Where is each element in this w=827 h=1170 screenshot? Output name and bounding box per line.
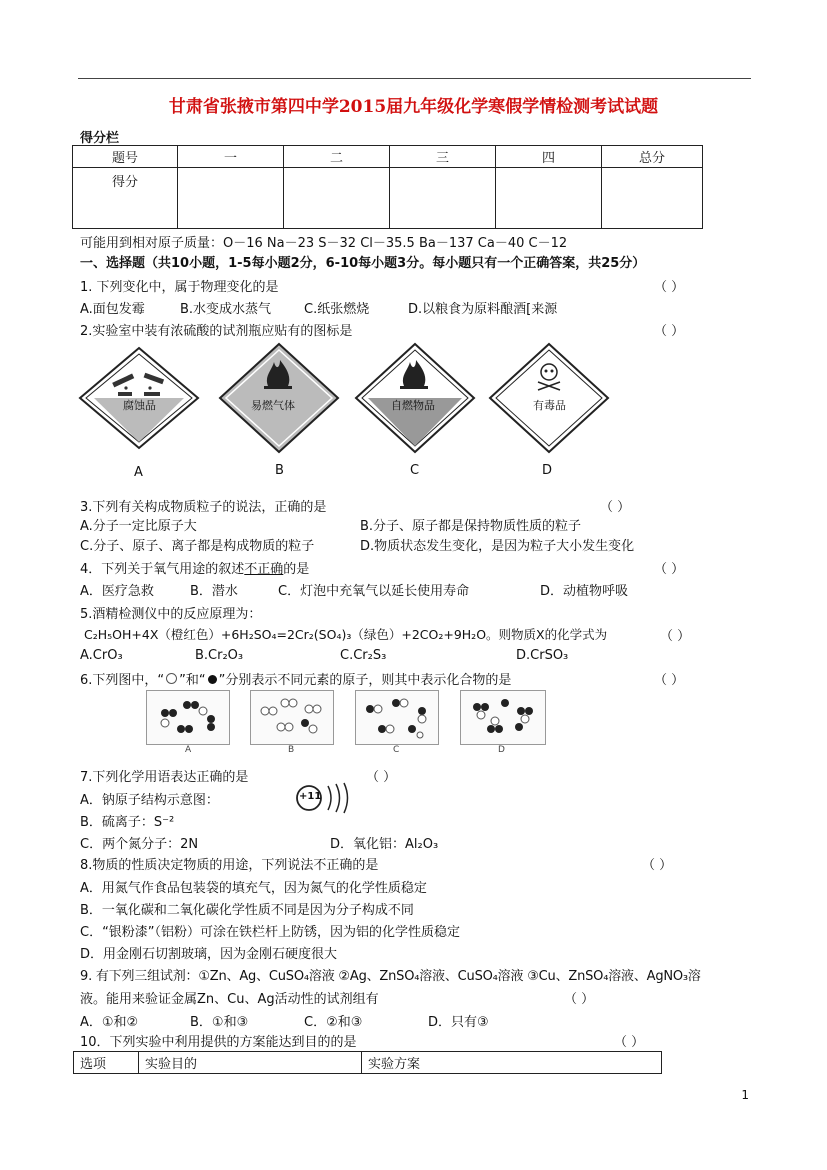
question-7-stem: 7.下列化学用语表达正确的是 [80,770,249,785]
q5-equation: C₂H₅OH+4X（橙红色）+6H₂SO₄=2Cr₂(SO₄)₃（绿色）+2CO₂+9H₂O。则物质X的化学式为 [84,627,608,642]
sign-a-label: 腐蚀品 [123,399,156,412]
question-3-stem: 3.下列有关构成物质粒子的说法，正确的是 [80,500,327,515]
q1-option-a: A.面包发霉 [80,302,145,317]
exp-header-plan: 实验方案 [362,1052,662,1074]
answer-bracket[interactable]: （ ） [660,629,691,644]
score-input-cell[interactable] [284,168,390,229]
score-header-cell: 四 [496,146,602,168]
question-4-stem [80,558,309,577]
score-header-cell: 总分 [602,146,703,168]
score-input-cell[interactable] [390,168,496,229]
question-5-stem: 5.酒精检测仪中的反应原理为： [80,607,262,622]
q5-option-d: D.CrSO₃ [516,648,569,663]
molecule-letter-c: C [393,745,400,755]
score-table [72,145,703,229]
q7-option-b: B．硫离子：S⁻² [80,815,175,830]
question-10-stem: 10．下列实验中利用提供的方案能达到目的的是 [80,1035,357,1050]
q8-option-a: A．用氮气作食品包装袋的填充气，因为氮气的化学性质稳定 [80,881,427,896]
q6-stem-mid: ”和“ [179,673,206,688]
answer-bracket[interactable]: （ ） [654,280,685,295]
score-input-cell[interactable] [178,168,284,229]
q8-option-c: C．“银粉漆”（铝粉）可涂在铁栏杆上防锈，因为铝的化学性质稳定 [80,925,461,940]
score-header-cell: 三 [390,146,496,168]
nucleus-charge: +11 [299,791,322,802]
question-9-line-2: 液。能用来验证金属Zn、Cu、Ag活动性的试剂组有 [80,992,379,1007]
experiment-table [73,1051,662,1074]
atomic-masses: 可能用到相对原子质量：O－16 Na－23 S－32 Cl－35.5 Ba－137 Ca－40 C－12 [80,236,568,251]
sign-letter-c: C [410,463,420,478]
score-header-cell: 题号 [73,146,178,168]
sign-d-label: 有毒品 [533,399,566,412]
answer-bracket[interactable]: （ ） [366,770,397,785]
score-input-cell[interactable] [496,168,602,229]
q7-option-d: D．氧化铝：Al₂O₃ [330,837,439,852]
q6-stem-pre: 6.下列图中，“ [80,673,165,688]
exp-header-option: 选项 [74,1052,139,1074]
score-header-cell: 二 [284,146,390,168]
score-row-label: 得分 [73,168,178,229]
q1-option-d: D.以粮食为原料酿酒[来源 [408,302,558,317]
question-2-stem: 2.实验室中装有浓硫酸的试剂瓶应贴有的图标是 [80,324,353,339]
page-number: 1 [741,1088,749,1102]
header-rule [78,78,751,79]
molecule-letter-b: B [288,745,295,755]
answer-bracket[interactable]: （ ） [654,562,685,577]
question-9-line-1: 9. 有下列三组试剂：①Zn、Ag、CuSO₄溶液 ②Ag、ZnSO₄溶液、CuSO₄溶液 ③Cu、ZnSO₄溶液、AgNO₃溶 [80,969,701,984]
sign-b-label: 易燃气体 [251,399,295,412]
q6-stem-post: ”分别表示不同元素的原子，则其中表示化合物的是 [218,673,512,688]
question-6-stem [80,669,511,688]
page-title: 甘肃省张掖市第四中学2015届九年级化学寒假学情检测考试试题 [168,97,659,117]
q3-option-d: D.物质状态发生变化，是因为粒子大小发生变化 [360,539,635,554]
sodium-atom-diagram [294,780,352,820]
molecule-letter-a: A [185,745,192,755]
sign-c-label: 自燃物品 [391,399,435,412]
q7-option-a: A．钠原子结构示意图： [80,793,219,808]
answer-bracket[interactable]: （ ） [614,1035,645,1050]
solid-atom-icon [208,675,217,684]
q5-option-c: C.Cr₂S₃ [340,648,387,663]
q1-option-c: C.纸张燃烧 [304,302,370,317]
q9-option-b: B．①和③ [190,1015,249,1030]
sign-letter-b: B [275,463,284,478]
q4-option-a: A．医疗急救 [80,584,154,599]
q3-option-b: B.分子、原子都是保持物质性质的粒子 [360,519,582,534]
molecule-box-c [355,690,439,745]
question-8-stem: 8.物质的性质决定物质的用途，下列说法不正确的是 [80,858,379,873]
answer-bracket[interactable]: （ ） [654,324,685,339]
q5-option-a: A.CrO₃ [80,648,123,663]
q3-option-a: A.分子一定比原子大 [80,519,197,534]
q3-option-c: C.分子、原子、离子都是构成物质的粒子 [80,539,315,554]
sign-letter-a: A [134,465,143,480]
q9-option-d: D．只有③ [428,1015,489,1030]
q8-option-d: D．用金刚石切割玻璃，因为金刚石硬度很大 [80,947,338,962]
answer-bracket[interactable]: （ ） [642,858,673,873]
answer-bracket[interactable]: （ ） [564,992,595,1007]
molecule-box-d [460,690,546,745]
molecule-box-a [146,690,230,745]
hollow-atom-icon [166,673,177,684]
section-heading: 一、选择题（共10小题，1-5每小题2分，6-10每小题3分。每小题只有一个正确答案，共25分） [80,256,646,271]
q7-option-c: C．两个氮分子：2N [80,837,199,852]
q9-option-c: C．②和③ [304,1015,363,1030]
q1-option-b: B.水变成水蒸气 [180,302,272,317]
molecule-box-b [250,690,334,745]
score-input-cell[interactable] [602,168,703,229]
q9-option-a: A．①和② [80,1015,139,1030]
sign-letter-d: D [542,463,553,478]
question-1-stem: 1. 下列变化中，属于物理变化的是 [80,280,279,295]
answer-bracket[interactable]: （ ） [600,500,631,515]
q5-option-b: B.Cr₂O₃ [195,648,244,663]
q4-option-c: C．灯泡中充氧气以延长使用寿命 [278,584,470,599]
score-header-cell: 一 [178,146,284,168]
molecule-letter-d: D [498,745,505,755]
q8-option-b: B．一氧化碳和二氧化碳化学性质不同是因为分子构成不同 [80,903,414,918]
q4-stem-pre: 4．下列关于氧气用途的叙述 [80,562,245,577]
q4-stem-post: 的是 [283,562,310,577]
answer-bracket[interactable]: （ ） [654,673,685,688]
q4-stem-emphasis: 不正确 [244,562,284,577]
score-label: 得分栏 [80,131,120,146]
exp-header-purpose: 实验目的 [139,1052,362,1074]
q4-option-b: B．潜水 [190,584,238,599]
q4-option-d: D．动植物呼吸 [540,584,629,599]
